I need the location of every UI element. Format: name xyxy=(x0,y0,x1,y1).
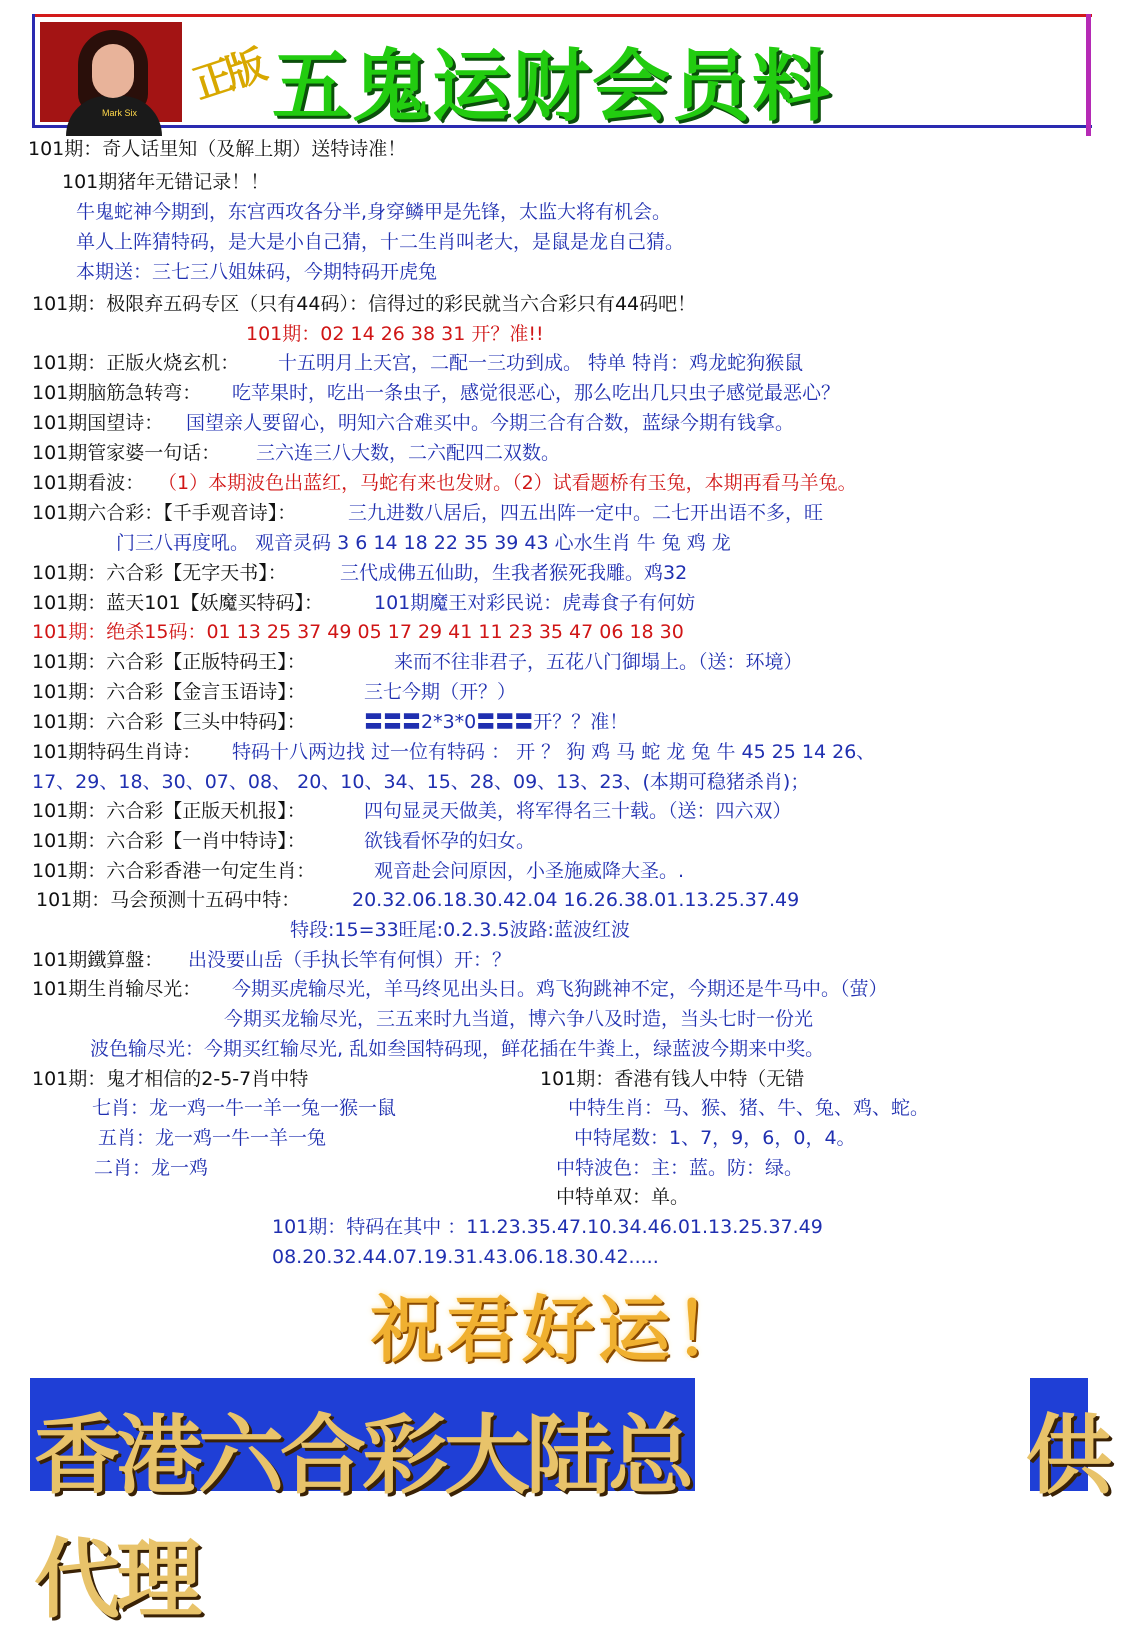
line-zhunian: 101期猪年无错记录！！ xyxy=(62,171,270,193)
footer-side-banner xyxy=(1026,1378,1112,1506)
portrait-photo xyxy=(40,22,182,122)
text-shengxiao-shi-1: 特码十八两边找 过一位有特码 ： 开 ？ 狗 鸡 马 蛇 龙 兔 牛 45 25 14 26、 xyxy=(232,741,876,763)
portrait-tag: Mark Six xyxy=(102,108,138,118)
youqianren-weishu: 中特尾数：1、7，9，6，0，4。 xyxy=(574,1127,856,1149)
label-guicai: 101期：鬼才相信的2-5-7肖中特 xyxy=(32,1068,309,1090)
label-jinyan: 101期：六合彩【金言玉语诗】： xyxy=(32,681,306,703)
text-naojin: 吃苹果时，吃出一条虫子，感觉很恶心，那么吃出几只虫子感觉最恶心？ xyxy=(232,382,841,404)
footer-banner xyxy=(30,1378,695,1630)
label-guowang: 101期国望诗： xyxy=(32,412,164,434)
text-shengxiao-shi-2: 17、29、18、30、07、08、 20、10、34、15、28、09、13、23、(本期可稳猪杀肖)； xyxy=(32,771,810,793)
label-guanjiapo: 101期管家婆一句话： xyxy=(32,442,221,464)
text-boshe-shuqinguang: 波色输尽光：今期买红输尽光, 乱如叁国特码现，鲜花插在牛粪上，绿蓝波今期来中奖。 xyxy=(90,1038,825,1060)
text-tema-qizhong-1: 101期：特码在其中 ：11.23.35.47.10.34.46.01.13.25.37.49 xyxy=(272,1216,823,1238)
guicai-wuxiao: 五肖：龙一鸡一牛一羊一兔 xyxy=(98,1127,327,1149)
label-wuzi: 101期：六合彩【无字天书】： xyxy=(32,562,287,584)
label-temawang: 101期：六合彩【正版特码王】： xyxy=(32,651,306,673)
label-shengxiao-shi: 101期特码生肖诗： xyxy=(32,741,202,763)
header-left-border xyxy=(32,14,35,128)
text-shuqinguang-1: 今期买虎输尽光，羊马终见出头日。鸡飞狗跳神不定，今期还是牛马中。（萤） xyxy=(232,978,888,1000)
line-jueshao: 101期：绝杀15码：01 13 25 37 49 05 17 29 41 11 23 35 47 06 18 30 xyxy=(32,621,684,643)
line-jixian: 101期：极限弃五码专区（只有44码）：信得过的彩民就当六合彩只有44码吧！ xyxy=(32,293,697,315)
edition-stamp: 正版 xyxy=(187,42,267,109)
text-guanjiapo: 三六连三八大数，二六配四二双数。 xyxy=(256,442,561,464)
line-qiren: 101期：奇人话里知（及解上期）送特诗准！ xyxy=(28,138,407,160)
header-top-border xyxy=(32,14,1092,17)
header-banner xyxy=(32,14,1092,132)
label-tianji: 101期：六合彩【正版天机报】： xyxy=(32,800,306,822)
text-jinyan: 三七今期（开？） xyxy=(364,681,517,703)
label-naojin: 101期脑筋急转弯： xyxy=(32,382,202,404)
label-xianggang-yiju: 101期：六合彩香港一句定生肖： xyxy=(32,860,316,882)
label-youqianren: 101期：香港有钱人中特（无错 xyxy=(540,1068,805,1090)
text-qianshou-2: 门三八再度吼。 观音灵码 3 6 14 18 22 35 39 43 心水生肖 牛 兔 鸡 龙 xyxy=(116,532,731,554)
label-qianshou: 101期六合彩：【千手观音诗】： xyxy=(32,502,297,524)
header-right-border xyxy=(1086,14,1091,136)
text-santou: 〓〓〓2*3*0〓〓〓开？？准！ xyxy=(364,711,629,733)
poem-line-3: 本期送：三七三八姐妹码，今期特码开虎兔 xyxy=(76,261,438,283)
text-huoshao: 十五明月上天宫，二配一三功到成。 特单 特肖：鸡龙蛇狗猴鼠 xyxy=(278,352,804,374)
youqianren-danshuang: 中特单双：单。 xyxy=(556,1186,690,1208)
footer-banner-text: 香港六合彩大陆总代理 xyxy=(34,1405,690,1630)
text-shuqinguang-2: 今期买龙输尽光，三五来时九当道，博六争八及时造，当头七时一份光 xyxy=(224,1008,814,1030)
label-yixiao: 101期：六合彩【一肖中特诗】： xyxy=(32,830,306,852)
text-yaomo: 101期魔王对彩民说：虎毒食子有何妨 xyxy=(374,592,696,614)
label-yaomo: 101期：蓝天101【妖魔买特码】： xyxy=(32,592,324,614)
line-jixian-numbers: 101期：02 14 26 38 31 开？准!! xyxy=(246,323,544,345)
text-mahui-teduan: 特段:15=33旺尾:0.2.3.5波路:蓝波红波 xyxy=(290,919,630,941)
guicai-qixiao: 七肖：龙一鸡一牛一羊一兔一猴一鼠 xyxy=(92,1097,397,1119)
text-temawang: 来而不往非君子，五花八门御塌上。（送：环境） xyxy=(394,651,803,673)
text-kanbo: （1）本期波色出蓝红，马蛇有来也发财。（2）试看题桥有玉兔，本期再看马羊兔。 xyxy=(158,472,857,494)
text-tiesuanpan: 出没要山岳（手执长竿有何惧）开：？ xyxy=(188,949,512,971)
poem-line-1: 牛鬼蛇神今期到，东宫西攻各分半,身穿鳞甲是先锋，太监大将有机会。 xyxy=(76,201,672,223)
blessing-text: 祝君好运！ xyxy=(370,1287,751,1372)
footer-side-text: 供 xyxy=(1026,1405,1112,1506)
text-guowang: 国望亲人要留心，明知六合难买中。今期三合有合数，蓝绿今期有钱拿。 xyxy=(186,412,795,434)
label-mahui: 101期：马会预测十五码中特： xyxy=(36,889,301,911)
page-title: 五鬼运财会员料 xyxy=(272,42,833,132)
label-huoshao: 101期：正版火烧玄机： xyxy=(32,352,240,374)
text-qianshou-1: 三九进数八居后，四五出阵一定中。二七开出语不多，旺 xyxy=(348,502,824,524)
poem-line-2: 单人上阵猜特码，是大是小自己猜，十二生肖叫老大，是鼠是龙自己猜。 xyxy=(76,231,685,253)
text-tianji: 四句显灵天做美，将军得名三十载。（送：四六双） xyxy=(364,800,792,822)
text-tema-qizhong-2: 08.20.32.44.07.19.31.43.06.18.30.42..... xyxy=(272,1246,659,1268)
text-wuzi: 三代成佛五仙助，生我者猴死我雕。鸡32 xyxy=(340,562,688,584)
text-xianggang-yiju: 观音赴会问原因，小圣施威降大圣。. xyxy=(374,860,685,882)
guicai-erxiao: 二肖：龙一鸡 xyxy=(94,1157,209,1179)
youqianren-shengxiao: 中特生肖：马、猴、猪、牛、兔、鸡、蛇。 xyxy=(568,1097,930,1119)
text-yixiao: 欲钱看怀孕的妇女。 xyxy=(364,830,536,852)
label-shuqinguang: 101期生肖输尽光： xyxy=(32,978,202,1000)
text-mahui-numbers: 20.32.06.18.30.42.04 16.26.38.01.13.25.37.49 xyxy=(352,889,800,911)
label-kanbo: 101期看波： xyxy=(32,472,145,494)
youqianren-bose: 中特波色：主：蓝。防：绿。 xyxy=(556,1157,804,1179)
label-tiesuanpan: 101期鐵算盤： xyxy=(32,949,164,971)
label-santou: 101期：六合彩【三头中特码】： xyxy=(32,711,306,733)
